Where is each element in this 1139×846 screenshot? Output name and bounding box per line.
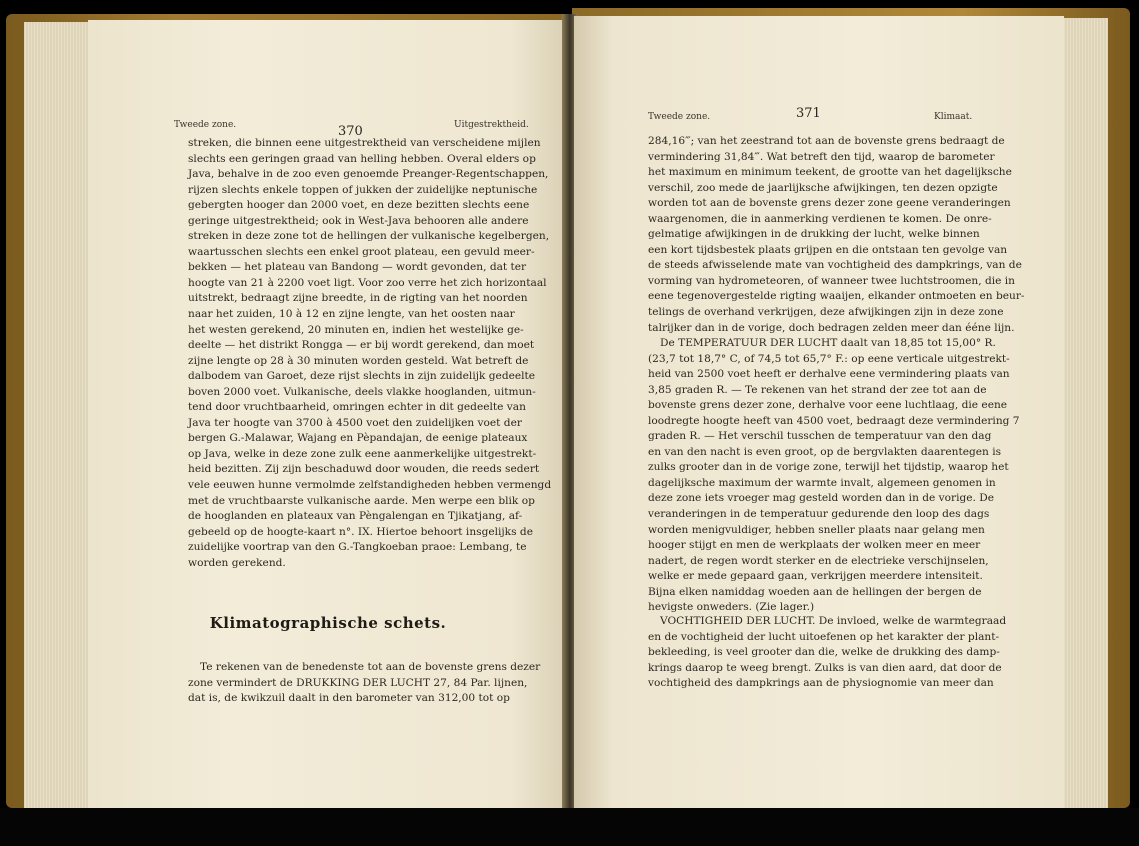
text-line: krings daarop te weeg brengt. Zulks is van dien aard, dat door de	[648, 661, 1002, 674]
right-running-head-zone: Tweede zone.	[648, 112, 711, 122]
text-line: bekleeding, is veel grooter dan die, welke de drukking des damp-	[648, 646, 1000, 659]
page-edges-left	[24, 22, 94, 808]
left-running-head-zone: Tweede zone.	[174, 120, 237, 130]
text-line: bekken — het plateau van Bandong — wordt gevonden, dat ter	[188, 261, 527, 274]
text-line: slechts een geringen graad van helling hebben. Overal elders op	[188, 152, 536, 165]
text-line: met de vruchtbaarste vulkanische aarde. Men werpe een blik op	[188, 494, 535, 507]
bottom-shadow	[0, 808, 1139, 846]
text-line: nadert, de regen wordt sterker en de electrieke verschijnselen,	[648, 554, 989, 567]
text-line: geringe uitgestrektheid; ook in West-Java behooren alle andere	[188, 214, 529, 227]
text-line: 284,16‴; van het zeestrand tot aan de bovenste grens bedraagt de	[648, 135, 1005, 147]
text-line: een kort tijdsbestek plaats grijpen en die ontstaan ten gevolge van	[648, 243, 1008, 256]
text-line: en de vochtigheid der lucht uitoefenen op het karakter der plant-	[648, 630, 1000, 643]
text-line: streken, die binnen eene uitgestrektheid van verscheidene mijlen	[188, 137, 541, 149]
text-line: zuidelijke voortrap van den G.-Tangkoeban praoe: Lembang, te	[188, 541, 527, 554]
text-line: Java ter hoogte van 3700 à 4500 voet den zuidelijken voet der	[188, 416, 522, 429]
text-line: streken in deze zone tot de hellingen der vulkanische kegelbergen,	[188, 230, 550, 243]
page-edges-right	[1060, 18, 1108, 808]
section-heading: Klimatographische schets.	[209, 614, 447, 632]
text-line: op Java, welke in deze zone zulk eene aanmerkelijke uitgestrekt-	[188, 447, 537, 460]
text-line: De TEMPERATUUR DER LUCHT daalt van 18,85 tot 15,00° R.	[660, 337, 996, 349]
text-line: deze zone iets vroeger mag gesteld worden dan in de vorige. De	[648, 492, 995, 505]
text-line: hooger stijgt en men de werkplaats der wolken meer en meer	[648, 539, 981, 552]
text-line: dagelijksche maximum der warmte invalt, algemeen genomen in	[648, 476, 996, 489]
text-line: vochtigheid des dampkrings aan de physiognomie van meer dan	[648, 677, 994, 690]
right-running-head-topic: Klimaat.	[934, 112, 973, 122]
text-line: dat is, de kwikzuil daalt in den barometer van 312,00 tot op	[188, 692, 510, 705]
text-line: hoogte van 21 à 2200 voet ligt. Voor zoo verre het zich horizontaal	[188, 276, 547, 289]
text-line: gebeeld op de hoogte-kaart n°. IX. Hiertoe behoort insgelijks de	[188, 525, 533, 538]
text-line: tend door vruchtbaarheid, omringen echter in dit gedeelte van	[188, 401, 526, 414]
text-line: de steeds afwisselende mate van vochtigheid des dampkrings, van de	[648, 259, 1022, 272]
text-line: en van den nacht is even groot, op de bergvlakten daarentegen is	[648, 445, 1002, 458]
text-line: VOCHTIGHEID DER LUCHT. De invloed, welke de warmtegraad	[660, 615, 1007, 627]
text-line: uitstrekt, bedraagt zijne breedte, in de rigting van het noorden	[188, 292, 528, 305]
text-line: worden gerekend.	[188, 556, 286, 569]
right-paragraph-2	[648, 336, 1020, 616]
text-line: graden R. — Het verschil tusschen de temperatuur van den dag	[648, 430, 992, 443]
text-line: zone vermindert de DRUKKING DER LUCHT 27, 84 Par. lijnen,	[188, 676, 528, 689]
text-line: vorming van hydrometeoren, of wanneer twee luchtstroomen, die in	[648, 274, 1015, 287]
text-line: deelte — het distrikt Rongga — er bij wordt gerekend, dan moet	[188, 339, 535, 352]
text-line: heid van 2500 voet heeft er derhalve eene vermindering plaats van	[648, 368, 1010, 381]
right-paragraph-1	[648, 134, 1025, 336]
text-line: Bijna elken namiddag woeden aan de hellingen der bergen de	[648, 585, 982, 598]
text-line: waargenomen, die in aanmerking verdienen te komen. De onre-	[648, 212, 992, 225]
text-line: zijne lengte op 28 à 30 minuten worden gesteld. Wat betreft de	[188, 354, 529, 367]
left-page-number: 370	[338, 124, 363, 139]
text-line: bovenste grens dezer zone, derhalve voor eene luchtlaag, die eene	[648, 399, 1008, 412]
text-line: (23,7 tot 18,7° C, of 74,5 tot 65,7° F.: op eene verticale uitgestrekt-	[648, 352, 1010, 365]
text-line: heid bezitten. Zij zijn beschaduwd door wouden, die reeds sedert	[188, 463, 540, 476]
text-line: vermindering 31,84‴. Wat betreft den tijd, waarop de barometer	[648, 150, 995, 163]
left-running-head-topic: Uitgestrektheid.	[454, 120, 529, 130]
text-line: boven 2000 voet. Vulkanische, deels vlakke hooglanden, uitmun-	[188, 385, 536, 398]
text-line: gebergten hooger dan 2000 voet, en deze bezitten slechts eene	[188, 199, 530, 212]
text-line: het westen gerekend, 20 minuten en, indien het westelijke ge-	[188, 323, 524, 336]
text-line: Java, behalve in de zoo even genoemde Preanger-Regentschappen,	[188, 168, 549, 181]
text-line: telings de overhand verkrijgen, deze afwijkingen zijn in deze zone	[648, 306, 1004, 319]
left-paragraph-2	[188, 660, 541, 707]
text-line: 3,85 graden R. — Te rekenen van het strand der zee tot aan de	[648, 383, 987, 396]
text-line: vele eeuwen hunne vermolmde zelfstandigheden hebben vermengd	[188, 479, 552, 492]
right-page-number: 371	[796, 106, 821, 121]
text-line: zulks grooter dan in de vorige zone, terwijl het tijdstip, waarop het	[648, 461, 1009, 474]
text-line: Te rekenen van de benedenste tot aan de bovenste grens dezer	[200, 661, 541, 673]
right-paragraph-3	[648, 614, 1007, 692]
left-page	[88, 20, 568, 808]
text-line: dalbodem van Garoet, deze rijst slechts in zijn zuidelijk gedeelte	[188, 370, 536, 383]
text-line: naar het zuiden, 10 à 12 en zijne lengte, van het oosten naar	[188, 308, 515, 321]
text-line: eene tegenovergestelde rigting waaijen, elkander ontmoeten en beur-	[648, 290, 1025, 303]
text-line: verschil, zoo mede de jaarlijksche afwijkingen, ten dezen opzigte	[648, 181, 998, 194]
text-line: talrijker dan in de vorige, doch bedragen zelden meer dan ééne lijn.	[648, 321, 1015, 334]
text-line: loodregte hoogte heeft van 4500 voet, bedraagt deze vermindering 7	[648, 414, 1020, 427]
text-line: de hooglanden en plateaux van Pèngalengan en Tjikatjang, af-	[188, 510, 523, 523]
text-line: waartusschen slechts een enkel groot plateau, een gevuld meer-	[188, 245, 535, 258]
text-line: worden menigvuldiger, hebben sneller plaats naar gelang men	[648, 523, 985, 536]
text-line: rijzen slechts enkele toppen of jukken der zuidelijke neptunische	[188, 183, 538, 196]
text-line: het maximum en minimum teekent, de grootte van het dagelijksche	[648, 166, 1012, 179]
text-line: bergen G.-Malawar, Wajang en Pèpandajan, de eenige plateaux	[188, 432, 528, 445]
left-paragraph-1	[188, 136, 552, 571]
text-line: veranderingen in de temperatuur gedurende den loop des dags	[648, 508, 990, 521]
text-line: welke er mede gepaard gaan, verkrijgen meerdere intensiteit.	[648, 570, 983, 583]
text-line: worden tot aan de bovenste grens dezer zone geene veranderingen	[648, 197, 1011, 210]
text-line: hevigste onweders. (Zie lager.)	[648, 601, 815, 614]
right-page	[574, 16, 1064, 808]
text-line: gelmatige afwijkingen in de drukking der lucht, welke binnen	[648, 228, 980, 241]
